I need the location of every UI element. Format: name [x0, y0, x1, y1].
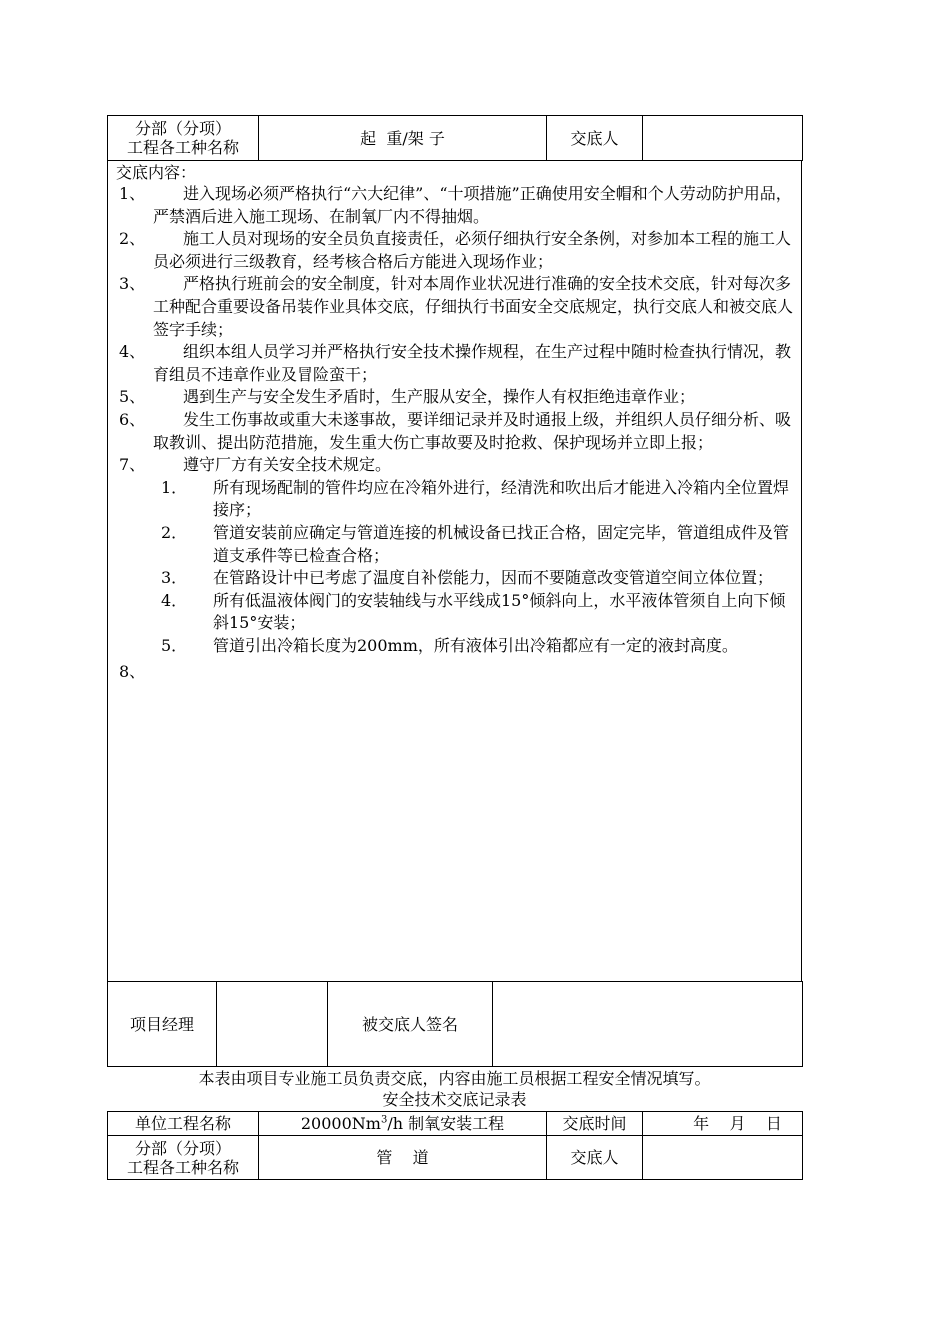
- work-type-value: 起 重/架 子: [259, 116, 547, 161]
- header-table-1: [107, 115, 803, 161]
- handover-person-field-2[interactable]: [643, 1136, 803, 1180]
- item-text: 组织本组人员学习并严格执行安全技术操作规程，在生产过程中随时检查执行情况，教育组员不违章作业及冒险蛮干；: [153, 342, 792, 384]
- unit-value-prefix: 20000Nm: [300, 1114, 381, 1133]
- subitem-text: 管道引出冷箱长度为200mm，所有液体引出冷箱都应有一定的液封高度。: [213, 635, 738, 655]
- footnote: 本表由项目专业施工员负责交底，内容由施工员根据工程安全情况填写。: [198, 1069, 711, 1088]
- item-number: 1、: [119, 184, 146, 203]
- handover-time-label: 交底时间: [547, 1112, 643, 1136]
- subitem-text: 在管路设计中已考虑了温度自补偿能力，因而不要随意改变管道空间立体位置；: [213, 568, 774, 588]
- subitem-number: 1．: [161, 477, 188, 497]
- work-category-label-cell: [108, 116, 259, 161]
- unit-project-name-value: [259, 1112, 547, 1136]
- receiver-signature-label: 被交底人签名: [328, 982, 493, 1067]
- content-subitems: [116, 477, 793, 658]
- handover-person-label-2: 交底人: [547, 1136, 643, 1180]
- content-item: [116, 386, 793, 409]
- header-table-2: [107, 1111, 803, 1180]
- item-number: 3、: [119, 274, 146, 294]
- content-subitem: [116, 522, 793, 567]
- work-category-label-line1-2: 分部（分项）: [134, 1138, 231, 1158]
- unit-project-name-label: 单位工程名称: [108, 1112, 259, 1136]
- item-text: 施工人员对现场的安全员负直接责任，必须仔细执行安全条例，对参加本工程的施工人员必须进行三级教育，经考核合格后方能进入现场作业；: [153, 229, 792, 271]
- content-subitem: [116, 635, 793, 658]
- subitem-number: 3．: [161, 568, 188, 588]
- subitem-number: 2．: [161, 522, 188, 542]
- item-text: 发生工伤事故或重大未遂事故，要详细记录并及时通报上级，并组织人员仔细分析、吸取教训、提出防范措施，发生重大伤亡事故要及时抢救、保护现场并立即上报；: [153, 409, 792, 452]
- item-text: 遇到生产与安全发生矛盾时，生产服从安全，操作人有权拒绝违章作业；: [183, 387, 696, 407]
- item-number: 7、: [119, 455, 146, 475]
- signature-table: [107, 981, 803, 1067]
- item-number: 2、: [119, 229, 146, 249]
- content-subitem: [116, 590, 793, 635]
- item-number: 5、: [119, 387, 146, 407]
- handover-person-field[interactable]: [643, 116, 803, 161]
- work-type-value-2: 管 道: [259, 1136, 547, 1180]
- work-category-label-line2-2: 工程各工种名称: [126, 1157, 239, 1177]
- unit-value-sup: 3: [380, 1114, 388, 1126]
- content-items: [116, 183, 793, 477]
- item-text: 遵守厂方有关安全技术规定。: [183, 455, 392, 475]
- content-item: [116, 273, 793, 341]
- work-category-label-line1: 分部（分项）: [134, 119, 231, 138]
- subitem-text: 所有低温液体阀门的安装轴线与水平线成15°倾斜向上，水平液体管须自上向下倾斜15°安装；: [213, 590, 786, 633]
- work-category-label-line2: 工程各工种名称: [126, 138, 239, 157]
- content-item-8: 8、: [119, 662, 146, 682]
- content-subitem: [116, 477, 793, 522]
- item-number: 4、: [119, 342, 146, 362]
- project-manager-signature-field[interactable]: [217, 982, 328, 1067]
- receiver-signature-field[interactable]: [493, 982, 803, 1067]
- handover-time-field[interactable]: 年 月 日: [643, 1112, 803, 1136]
- handover-content: [107, 160, 802, 981]
- unit-value-suffix: /h 制氧安装工程: [387, 1114, 505, 1133]
- subitem-number: 4．: [161, 590, 188, 610]
- subitem-text: 管道安装前应确定与管道连接的机械设备已找正合格，固定完毕，管道组成件及管道支承件等已检查合格；: [213, 522, 790, 565]
- content-item: [116, 183, 793, 228]
- content-item: [116, 341, 793, 386]
- content-heading: 交底内容：: [116, 163, 197, 182]
- content-item: [116, 228, 793, 273]
- form-title: 安全技术交底记录表: [382, 1090, 527, 1109]
- content-item: [116, 409, 793, 454]
- item-text: 进入现场必须严格执行“六大纪律”、“十项措施”正确使用安全帽和个人劳动防护用品，严禁酒后进入施工现场、在制氧厂内不得抽烟。: [153, 184, 792, 226]
- item-number: 6、: [119, 409, 146, 429]
- subitem-number: 5．: [161, 635, 188, 655]
- content-subitem: [116, 567, 793, 590]
- content-item: [116, 454, 793, 477]
- work-category-label-cell-2: [108, 1136, 259, 1180]
- project-manager-label: 项目经理: [108, 982, 217, 1067]
- subitem-text: 所有现场配制的管件均应在冷箱外进行，经清洗和吹出后才能进入冷箱内全位置焊接序；: [213, 477, 790, 520]
- item-text: 严格执行班前会的安全制度，针对本周作业状况进行准确的安全技术交底，针对每次多工种配合重要设备吊装作业具体交底，仔细执行书面安全交底规定，执行交底人和被交底人签字手续；: [153, 274, 794, 339]
- handover-person-label: 交底人: [547, 116, 643, 161]
